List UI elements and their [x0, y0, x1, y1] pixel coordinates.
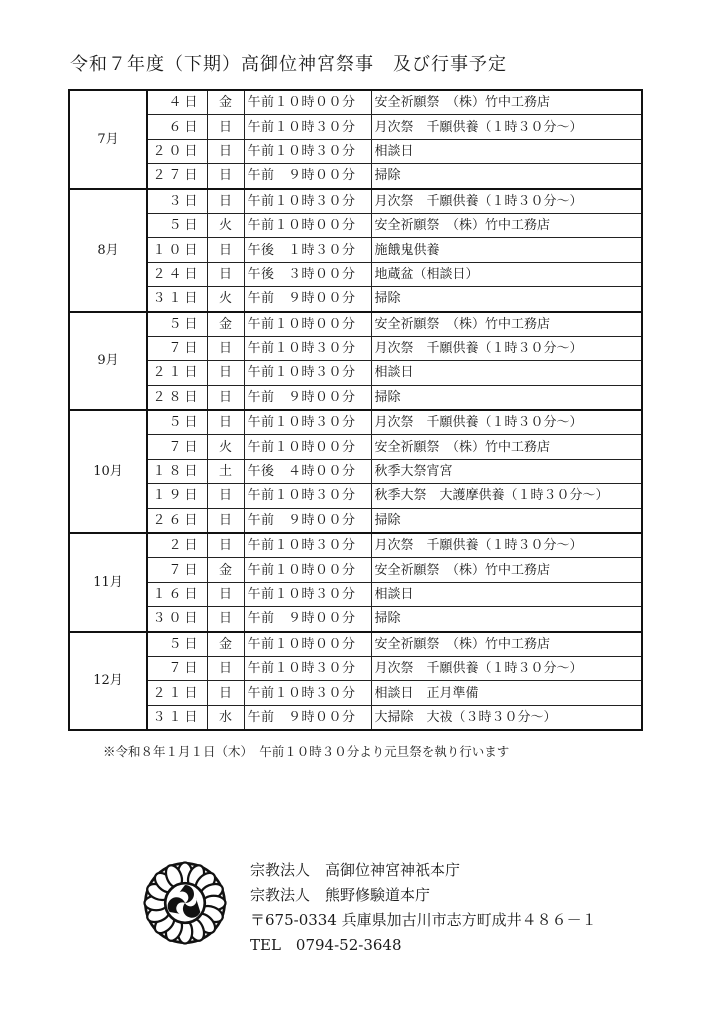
day-cell: １０日	[147, 238, 207, 262]
weekday-cell: 日	[207, 508, 244, 533]
weekday-cell: 火	[207, 213, 244, 237]
weekday-cell: 日	[207, 361, 244, 385]
schedule-row	[69, 435, 642, 459]
month-label: 7月	[69, 90, 147, 189]
time-cell: 午前１０時００分	[244, 90, 371, 115]
time-cell: 午前１０時３０分	[244, 681, 371, 705]
month-label: 11月	[69, 533, 147, 632]
day-cell: １９日	[147, 484, 207, 508]
schedule-row	[69, 139, 642, 163]
event-cell: 安全祈願祭 （株）竹中工務店	[371, 632, 642, 657]
schedule-row	[69, 238, 642, 262]
schedule-row	[69, 656, 642, 680]
weekday-cell: 日	[207, 189, 244, 214]
weekday-cell: 土	[207, 459, 244, 483]
page-title: 令和７年度（下期）高御位神宮祭事 及び行事予定	[70, 54, 507, 75]
event-cell: 大掃除 大祓（３時３０分～）	[371, 705, 642, 730]
time-cell: 午前１０時００分	[244, 213, 371, 237]
event-cell: 安全祈願祭 （株）竹中工務店	[371, 213, 642, 237]
time-cell: 午前１０時３０分	[244, 189, 371, 214]
schedule-row	[69, 115, 642, 139]
event-cell: 掃除	[371, 164, 642, 189]
telephone: TEL 0794-52-3648	[250, 936, 402, 954]
event-cell: 安全祈願祭 （株）竹中工務店	[371, 90, 642, 115]
weekday-cell: 日	[207, 607, 244, 632]
event-cell: 地蔵盆（相談日）	[371, 262, 642, 286]
event-cell: 掃除	[371, 607, 642, 632]
day-cell: ２６日	[147, 508, 207, 533]
event-cell: 相談日	[371, 139, 642, 163]
schedule-row	[69, 312, 642, 337]
event-cell: 施餓鬼供養	[371, 238, 642, 262]
weekday-cell: 金	[207, 632, 244, 657]
schedule-row	[69, 484, 642, 508]
day-cell: ７日	[147, 435, 207, 459]
time-cell: 午後 １時３０分	[244, 238, 371, 262]
schedule-row	[69, 705, 642, 730]
time-cell: 午前 ９時００分	[244, 607, 371, 632]
day-cell: ３１日	[147, 705, 207, 730]
weekday-cell: 日	[207, 385, 244, 410]
weekday-cell: 金	[207, 90, 244, 115]
event-cell: 相談日	[371, 582, 642, 606]
weekday-cell: 日	[207, 656, 244, 680]
schedule-row	[69, 385, 642, 410]
event-cell: 秋季大祭宵宮	[371, 459, 642, 483]
event-cell: 相談日	[371, 361, 642, 385]
day-cell: ７日	[147, 656, 207, 680]
weekday-cell: 火	[207, 287, 244, 312]
weekday-cell: 金	[207, 558, 244, 582]
day-cell: ３１日	[147, 287, 207, 312]
event-cell: 安全祈願祭 （株）竹中工務店	[371, 558, 642, 582]
time-cell: 午前１０時３０分	[244, 336, 371, 360]
day-cell: ２８日	[147, 385, 207, 410]
time-cell: 午前 ９時００分	[244, 705, 371, 730]
event-cell: 月次祭 千願供養（１時３０分～）	[371, 656, 642, 680]
event-cell: 掃除	[371, 508, 642, 533]
event-cell: 掃除	[371, 385, 642, 410]
new-year-note: ※令和８年１月１日（木） 午前１０時３０分より元旦祭を執り行います	[103, 744, 510, 759]
weekday-cell: 日	[207, 582, 244, 606]
day-cell: ５日	[147, 410, 207, 435]
weekday-cell: 日	[207, 336, 244, 360]
schedule-row	[69, 164, 642, 189]
schedule-row	[69, 632, 642, 657]
day-cell: ７日	[147, 558, 207, 582]
time-cell: 午前１０時３０分	[244, 361, 371, 385]
time-cell: 午前１０時００分	[244, 632, 371, 657]
day-cell: １８日	[147, 459, 207, 483]
weekday-cell: 金	[207, 312, 244, 337]
time-cell: 午前１０時３０分	[244, 582, 371, 606]
schedule-row	[69, 410, 642, 435]
postal-address: 〒675-0334 兵庫県加古川市志方町成井４８６－１	[250, 911, 597, 929]
schedule-row	[69, 558, 642, 582]
weekday-cell: 水	[207, 705, 244, 730]
time-cell: 午前 ９時００分	[244, 385, 371, 410]
time-cell: 午後 ３時００分	[244, 262, 371, 286]
time-cell: 午前１０時３０分	[244, 484, 371, 508]
time-cell: 午前１０時３０分	[244, 139, 371, 163]
footer	[250, 858, 597, 958]
event-cell: 月次祭 千願供養（１時３０分～）	[371, 336, 642, 360]
mitsudomoe-crest-icon	[140, 858, 230, 948]
month-label: 9月	[69, 312, 147, 411]
org-name-1: 宗教法人 高御位神宮神祇本庁	[250, 861, 461, 879]
time-cell: 午前１０時００分	[244, 558, 371, 582]
weekday-cell: 日	[207, 139, 244, 163]
schedule-row	[69, 213, 642, 237]
month-label: 8月	[69, 189, 147, 312]
day-cell: ３０日	[147, 607, 207, 632]
day-cell: ５日	[147, 213, 207, 237]
schedule-row	[69, 533, 642, 558]
schedule-row	[69, 189, 642, 214]
weekday-cell: 日	[207, 533, 244, 558]
weekday-cell: 日	[207, 238, 244, 262]
event-cell: 秋季大祭 大護摩供養（１時３０分～）	[371, 484, 642, 508]
month-label: 10月	[69, 410, 147, 533]
day-cell: ３日	[147, 189, 207, 214]
schedule-row	[69, 459, 642, 483]
event-cell: 月次祭 千願供養（１時３０分～）	[371, 410, 642, 435]
schedule-row	[69, 508, 642, 533]
weekday-cell: 日	[207, 410, 244, 435]
event-cell: 月次祭 千願供養（１時３０分～）	[371, 533, 642, 558]
day-cell: ２１日	[147, 681, 207, 705]
day-cell: ５日	[147, 312, 207, 337]
time-cell: 午前 ９時００分	[244, 164, 371, 189]
day-cell: ７日	[147, 336, 207, 360]
schedule-row	[69, 287, 642, 312]
schedule-row	[69, 681, 642, 705]
time-cell: 午後 ４時００分	[244, 459, 371, 483]
day-cell: ２日	[147, 533, 207, 558]
day-cell: ２０日	[147, 139, 207, 163]
event-cell: 相談日 正月準備	[371, 681, 642, 705]
weekday-cell: 日	[207, 484, 244, 508]
time-cell: 午前１０時００分	[244, 435, 371, 459]
day-cell: ６日	[147, 115, 207, 139]
time-cell: 午前１０時３０分	[244, 656, 371, 680]
weekday-cell: 日	[207, 115, 244, 139]
event-cell: 安全祈願祭 （株）竹中工務店	[371, 312, 642, 337]
time-cell: 午前１０時３０分	[244, 533, 371, 558]
org-name-2: 宗教法人 熊野修験道本庁	[250, 886, 431, 904]
weekday-cell: 火	[207, 435, 244, 459]
schedule-row	[69, 90, 642, 115]
time-cell: 午前 ９時００分	[244, 287, 371, 312]
time-cell: 午前１０時３０分	[244, 115, 371, 139]
month-label: 12月	[69, 632, 147, 731]
schedule-row	[69, 336, 642, 360]
event-cell: 掃除	[371, 287, 642, 312]
day-cell: ２１日	[147, 361, 207, 385]
day-cell: １６日	[147, 582, 207, 606]
day-cell: ２７日	[147, 164, 207, 189]
day-cell: ４日	[147, 90, 207, 115]
event-cell: 月次祭 千願供養（１時３０分～）	[371, 115, 642, 139]
schedule-row	[69, 361, 642, 385]
weekday-cell: 日	[207, 164, 244, 189]
weekday-cell: 日	[207, 681, 244, 705]
day-cell: ５日	[147, 632, 207, 657]
schedule-table	[68, 89, 643, 731]
time-cell: 午前 ９時００分	[244, 508, 371, 533]
time-cell: 午前１０時３０分	[244, 410, 371, 435]
day-cell: ２４日	[147, 262, 207, 286]
time-cell: 午前１０時００分	[244, 312, 371, 337]
schedule-row	[69, 607, 642, 632]
schedule-row	[69, 262, 642, 286]
event-cell: 月次祭 千願供養（１時３０分～）	[371, 189, 642, 214]
weekday-cell: 日	[207, 262, 244, 286]
schedule-row	[69, 582, 642, 606]
event-cell: 安全祈願祭 （株）竹中工務店	[371, 435, 642, 459]
